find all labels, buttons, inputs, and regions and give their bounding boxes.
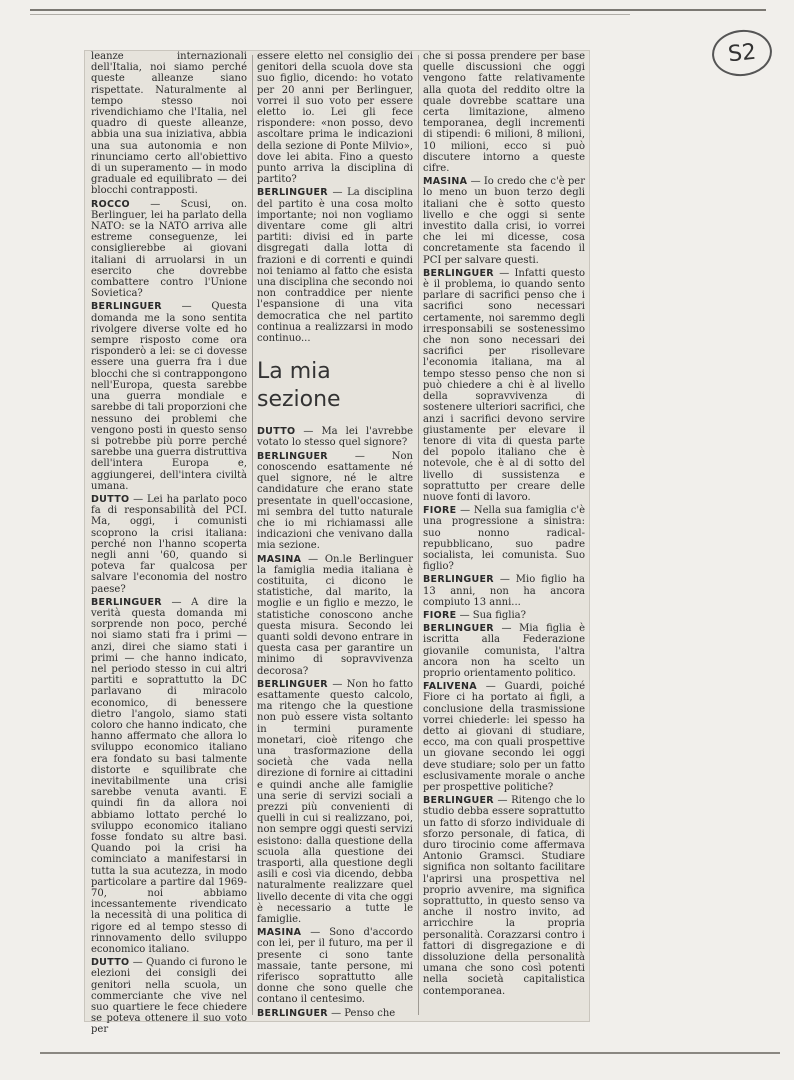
paragraph-text: Infatti questo è il problema, io quando sento parlare di sacrifici penso che i sacrifici sono necessari certamente, noi saremmo degli irresponsabili se sostenessimo che non sono necessari dei sacrifici per risollevare l'economia italiana, ma al tempo stesso penso che non si può chiedere a chi è al livello della sopravvivenza di sostenere ulteriori sacrifici, che anzi i sacrifici devono servire giustamente per elevare il tenore di vita di questa parte del popolo italiano che è notevole, che è al di sotto del livello di sussistenza e soprattutto per creare delle nuove fonti di lavoro. (423, 267, 585, 503)
speaker-name: DUTTO (257, 426, 296, 438)
section-headline (257, 358, 413, 414)
article-paragraph: FIORE — Sua figlia? (423, 609, 526, 621)
article-paragraph (91, 51, 247, 197)
article-paragraph: MASINA — Sono d'accordo con lei, per il futuro, ma per il presente ci sono tante massaie, tante persone, mi riferisco soprattutto alle donne che sono quelle che contano il centesimo. (257, 927, 413, 1006)
paragraph-text: Quando ci furono le elezioni dei consigli dei genitori nella scuola, un commerciante che vive nel suo quartiere le fece chiedere se poteva ottenere il suo voto per (91, 957, 247, 1036)
paragraph-text: Ritengo che lo studio debba essere soprattutto un fatto di sforzo individuale di sforzo personale, di fatica, di duro tirocinio come affermava Antonio Gramsci. Studiare significa non soltanto facilitare l'aprirsi una prospettiva nel proprio avvenire, ma significa soprattutto, in questo senso va anche il nostro invito, ad arricchire la propria personalità. Corazzarsi contro i fattori di disgregazione e di dissoluzione della personalità umana che sono così potenti nella società capitalistica contemporanea. (423, 795, 586, 997)
article-paragraph: MASINA — Io credo che c'è per lo meno un buon terzo degli italiani che è sotto questo livello e che oggi si sente investito dalla crisi, io vorrei che lei mi dicesse, cosa concretamente sta facendo il PCI per salvare questi. (423, 176, 585, 266)
article-paragraph: BERLINGUER — Non conoscendo esattamente né quel signore, né le altre candidature che erano state presentate in quell'occasione, mi sembra del tutto naturale che io mi richiamassi alle indicazioni che venivano dalla mia sezione. (257, 450, 413, 552)
paragraph-text: Scusi, on. Berlinguer, lei ha parlato della NATO: se la NATO arriva alle estreme conseguenze, lei consiglierebbe ai giovani italiani di arruolarsi in un esercito che dovrebbe combattere contro l'Unione Sovietica? (91, 198, 248, 300)
speaker-name: BERLINGUER (257, 678, 328, 690)
paragraph-text: Sono d'accordo con lei, per il futuro, ma per il presente ci sono tante massaie, tante persone, mi riferisco soprattutto alle donne che sono quelle che contano il centesimo. (257, 927, 413, 1006)
headline-line: sezione (257, 387, 341, 413)
article-paragraph (423, 51, 585, 174)
speaker-name: MASINA (257, 927, 302, 939)
headline-line: La mia (257, 359, 331, 385)
speaker-name: FALIVENA (423, 681, 477, 693)
paragraph-text: Mia figlia è iscritta alla Federazione giovanile comunista, l'altra ancora non ha scelto un proprio orientamento politico. (423, 623, 585, 679)
paragraph-text: On.le Berlinguer la famiglia media italiana è costituita, ci dicono le statistiche, dal marito, la moglie e un figlio e mezzo, le statistiche conoscono anche questa misura. Secondo lei quanti soldi devono entrare in questa casa per garantire un minimo di sopravvivenza decorosa? (257, 553, 413, 677)
paragraph-text: Ma lei l'avrebbe votato lo stesso quel signore? (257, 426, 413, 449)
paragraph-text: Penso che (344, 1007, 396, 1019)
article-paragraph: BERLINGUER — La disciplina del partito è una cosa molto importante; noi non vogliamo diventare come gli altri partiti: divisi ed in parte disgregati dalla lotta di frazioni e di correnti e quindi noi teniamo al fatto che esista una disciplina che secondo noi non contraddice per niente l'espansione di una vita democratica che nel partito continua a realizzarsi in modo continuo... (257, 187, 413, 345)
paragraph-text: A dire la verità questa domanda mi sorprende non poco, perché noi siamo stati fra i primi — anzi, direi che siamo stati i primi — che hanno indicato, nel periodo stesso in cui altri partiti e soprattutto la DC parlavano di miracolo economico, di benessere dietro l'angolo, siamo stati coloro che hanno indicato, che hanno affermato che allora lo sviluppo economico italiano era fondato su basi talmente distorte e squilibrate che inevitabilmente una crisi sarebbe venuta avanti. E quindi fin da allora noi abbiamo lottato perché lo sviluppo economico italiano fosse fondato su altre basi. Quando poi la crisi ha cominciato a manifestarsi in tutta la sua acutezza, in modo particolare a partire dal 1969-70, noi abbiamo incessantemente rivendicato la necessità di una politica di rigore ed al tempo stesso di rinnovamento dello sviluppo economico italiano. (91, 596, 247, 956)
speaker-name: BERLINGUER (257, 187, 328, 199)
bottom-rule (40, 1052, 780, 1054)
column-divider (418, 55, 419, 1015)
speaker-name: DUTTO (91, 957, 130, 969)
top-rule-secondary (30, 14, 630, 15)
column-divider (252, 55, 253, 1015)
speaker-name: ROCCO (91, 198, 130, 210)
paragraph-text: Sua figlia? (472, 609, 526, 621)
newspaper-clipping (84, 50, 590, 1036)
paragraph-text: La disciplina del partito è una cosa molto importante; noi non vogliamo diventare come gli altri partiti: divisi ed in parte disgregati dalla lotta di frazioni e di correnti e quindi noi teniamo al fatto che esista una disciplina che secondo noi non contraddice per niente l'espansione di una vita democratica che nel partito continua a realizzarsi in modo continuo... (257, 187, 413, 345)
paragraph-text: Io credo che c'è per lo meno un buon terzo degli italiani che è sotto questo livello e che oggi si sente investito dalla crisi, io vorrei che lei mi dicesse, cosa concretamente sta facendo il PCI per salvare questi. (423, 176, 585, 266)
speaker-name: BERLINGUER (91, 301, 162, 313)
article-paragraph: BERLINGUER — Questa domanda me la sono sentita rivolgere diverse volte ed ho sempre risposto come ora risponderò a lei: se ci dovesse essere una guerra fra i due blocchi che si contrappongono nell'Europa, questa sarebbe una guerra mondiale e sarebbe di tali proporzioni che nessuno dei problemi che vengono posti in questo senso si potrebbe più porre perché sarebbe una guerra distruttiva dell'intera Europa e, aggiungerei, dell'intera civiltà umana. (91, 301, 247, 492)
page-number-mark: S2 (710, 27, 774, 79)
paragraph-text: Mio figlio ha 13 anni, non ha ancora compiuto 13 anni... (423, 574, 585, 608)
speaker-name: DUTTO (91, 493, 130, 505)
speaker-name: BERLINGUER (91, 596, 162, 608)
article-paragraph: ROCCO — Scusi, on. Berlinguer, lei ha parlato della NATO: se la NATO arriva alle estreme conseguenze, lei consiglierebbe ai giovani italiani di arruolarsi in un esercito che dovrebbe combattere contro l'Unione Sovietica? (91, 198, 248, 300)
paragraph-text: Questa domanda me la sono sentita rivolgere diverse volte ed ho sempre risposto come ora risponderò a lei: se ci dovesse essere una guerra fra i due blocchi che si contrappongono nell'Europa, questa sarebbe una guerra mondiale e sarebbe di tali proporzioni che nessuno dei problemi che vengono posti in questo senso si potrebbe più porre perché sarebbe una guerra distruttiva dell'intera Europa e, aggiungerei, dell'intera civiltà umana. (91, 301, 247, 492)
speaker-name: BERLINGUER (423, 795, 494, 807)
article-paragraph: MASINA — On.le Berlinguer la famiglia media italiana è costituita, ci dicono le statistiche, dal marito, la moglie e un figlio e mezzo, le statistiche conoscono anche questa misura. Secondo lei quanti soldi devono entrare in questa casa per garantire un minimo di sopravvivenza decorosa? (257, 553, 413, 677)
paragraph-text: Guardi, poiché Fiore ci ha portato ai figli, a conclusione della trasmissione vorrei chiederle: lei spesso ha detto ai giovani di studiare, ecco, ma con quali prospettive un giovane secondo lei oggi deve studiare; solo per un fatto esclusivamente morale o anche per prospettive politiche? (423, 681, 585, 793)
paragraph-text: Non ho fatto esattamente questo calcolo, ma ritengo che la questione non può essere vista soltanto in termini puramente monetari, cioè ritengo che una trasformazione della società che vada nella direzione di fornire ai cittadini e quindi anche alle famiglie una serie di servizi sociali a prezzi più convenienti di quelli in cui si realizzano, poi, non sempre oggi questi servizi esistono: dalla questione della scuola alla questione dei trasporti, alla questione degli asili e così via dicendo, debba naturalmente realizzare quel livello decente di vita che oggi è necessario a tutte le famiglie. (257, 678, 414, 926)
article-column-2 (257, 51, 413, 1017)
article-paragraph: BERLINGUER — A dire la verità questa domanda mi sorprende non poco, perché noi siamo stati fra i primi — anzi, direi che siamo stati i primi — che hanno indicato, nel periodo stesso in cui altri partiti e soprattutto la DC parlavano di miracolo economico, di benessere dietro l'angolo, siamo stati coloro che hanno indicato, che hanno affermato che allora lo sviluppo economico italiano era fondato su basi talmente distorte e squilibrate che inevitabilmente una crisi sarebbe venuta avanti. E quindi fin da allora noi abbiamo lottato perché lo sviluppo economico italiano fosse fondato su altre basi. Quando poi la crisi ha cominciato a manifestarsi in tutta la sua acutezza, in modo particolare a partire dal 1969-70, noi abbiamo incessantemente rivendicato la necessità di una politica di rigore ed al tempo stesso di rinnovamento dello sviluppo economico italiano. (91, 596, 247, 956)
article-paragraph: BERLINGUER — Penso che (257, 1007, 396, 1019)
article-paragraph: FALIVENA — Guardi, poiché Fiore ci ha portato ai figli, a conclusione della trasmissione vorrei chiederle: lei spesso ha detto ai giovani di studiare, ecco, ma con quali prospettive un giovane secondo lei oggi deve studiare; solo per un fatto esclusivamente morale o anche per prospettive politiche? (423, 681, 585, 793)
paragraph-text: Non conoscendo esattamente né quel signore, né le altre candidature che erano state presentate in quell'occasione, mi sembra del tutto naturale che io mi richiamassi alle indicazioni che venivano dalla mia sezione. (257, 450, 413, 552)
article-column-3 (423, 51, 585, 1017)
paragraph-text: essere eletto nel consiglio dei genitori della scuola dove sta suo figlio, dicendo: ho votato per 20 anni per Berlinguer, vorrei il suo voto per essere eletto io. Lei gli fece rispondere: «non posso, devo ascoltare prima le indicazioni della sezione di Ponte Milvio», dove lei abita. Fino a questo punto arriva la disciplina di partito? (257, 51, 413, 186)
article-paragraph: DUTTO — Lei ha parlato poco fa di responsabilità del PCI. Ma, oggi, i comunisti scoprono la crisi italiana: perché non l'hanno scoperta negli anni '60, quando si poteva far qualcosa per salvare l'economia del nostro paese? (91, 493, 247, 595)
article-paragraph: FIORE — Nella sua famiglia c'è una progressione a sinistra: suo nonno radical-repubblicano, suo padre socialista, lei comunista. Suo figlio? (423, 505, 586, 573)
article-paragraph (257, 51, 413, 185)
top-rule (30, 9, 766, 11)
article-paragraph: DUTTO — Quando ci furono le elezioni dei consigli dei genitori nella scuola, un commerciante che vive nel suo quartiere le fece chiedere se poteva ottenere il suo voto per (91, 957, 247, 1036)
speaker-name: BERLINGUER (423, 623, 494, 635)
article-paragraph: BERLINGUER — Infatti questo è il problema, io quando sento parlare di sacrifici penso che i sacrifici sono necessari certamente, noi saremmo degli irresponsabili se sostenessimo che non sono necessari dei sacrifici per risollevare l'economia italiana, ma al tempo stesso penso che non si può chiedere a chi è al livello della sopravvivenza di sostenere ulteriori sacrifici, che anzi i sacrifici devono servire giustamente per elevare il tenore di vita di questa parte del popolo italiano che è notevole, che è al di sotto del livello di sussistenza e soprattutto per creare delle nuove fonti di lavoro. (423, 267, 585, 503)
speaker-name: FIORE (423, 609, 457, 621)
paragraph-text: Nella sua famiglia c'è una progressione a sinistra: suo nonno radical-repubblicano, suo padre socialista, lei comunista. Suo figlio? (423, 505, 586, 573)
speaker-name: BERLINGUER (257, 1007, 328, 1019)
article-paragraph: BERLINGUER — Ritengo che lo studio debba essere soprattutto un fatto di sforzo individuale di sforzo personale, di fatica, di duro tirocinio come affermava Antonio Gramsci. Studiare significa non soltanto facilitare l'aprirsi una prospettiva nel proprio avvenire, ma significa soprattutto, in questo senso va anche il nostro invito, ad arricchire la propria personalità. Corazzarsi contro i fattori di disgregazione e di dissoluzione della personalità umana che sono così potenti nella società capitalistica contemporanea. (423, 795, 586, 997)
article-paragraph: DUTTO — Ma lei l'avrebbe votato lo stesso quel signore? (257, 426, 413, 449)
article-column-1 (91, 51, 248, 1036)
paragraph-text: che si possa prendere per base quelle discussioni che oggi vengono fatte relativamente alla quota del reddito oltre la quale dovrebbe scattare una certa limitazione, almeno temporanea, degli incrementi di stipendi: 6 milioni, 8 milioni, 10 milioni, ecco si può discutere intorno a queste cifre. (423, 51, 585, 175)
paragraph-text: Lei ha parlato poco fa di responsabilità del PCI. Ma, oggi, i comunisti scoprono la crisi italiana: perché non l'hanno scoperta negli anni '60, quando si poteva far qualcosa per salvare l'economia del nostro paese? (91, 493, 247, 595)
article-paragraph: BERLINGUER — Non ho fatto esattamente questo calcolo, ma ritengo che la questione non può essere vista soltanto in termini puramente monetari, cioè ritengo che una trasformazione della società che vada nella direzione di fornire ai cittadini e quindi anche alle famiglie una serie di servizi sociali a prezzi più convenienti di quelli in cui si realizzano, poi, non sempre oggi questi servizi esistono: dalla questione della scuola alla questione dei trasporti, alla questione degli asili e così via dicendo, debba naturalmente realizzare quel livello decente di vita che oggi è necessario a tutte le famiglie. (257, 678, 414, 926)
speaker-name: MASINA (257, 553, 302, 565)
speaker-name: BERLINGUER (423, 574, 494, 586)
article-paragraph: BERLINGUER — Mio figlio ha 13 anni, non ha ancora compiuto 13 anni... (423, 574, 585, 608)
speaker-name: FIORE (423, 505, 457, 517)
speaker-name: BERLINGUER (257, 450, 328, 462)
paragraph-text: leanze internazionali dell'Italia, noi siamo perché queste alleanze siano rispettate. Naturalmente al tempo stesso noi rivendichiamo che l'Italia, nel quadro di queste alleanze, abbia una sua iniziativa, abbia una sua autonomia e non rinunciamo certo all'obiettivo di un superamento — in modo graduale ed equilibrato — dei blocchi contrapposti. (91, 51, 247, 197)
article-paragraph: BERLINGUER — Mia figlia è iscritta alla Federazione giovanile comunista, l'altra ancora non ha scelto un proprio orientamento politico. (423, 623, 585, 679)
speaker-name: BERLINGUER (423, 267, 494, 279)
speaker-name: MASINA (423, 176, 468, 188)
